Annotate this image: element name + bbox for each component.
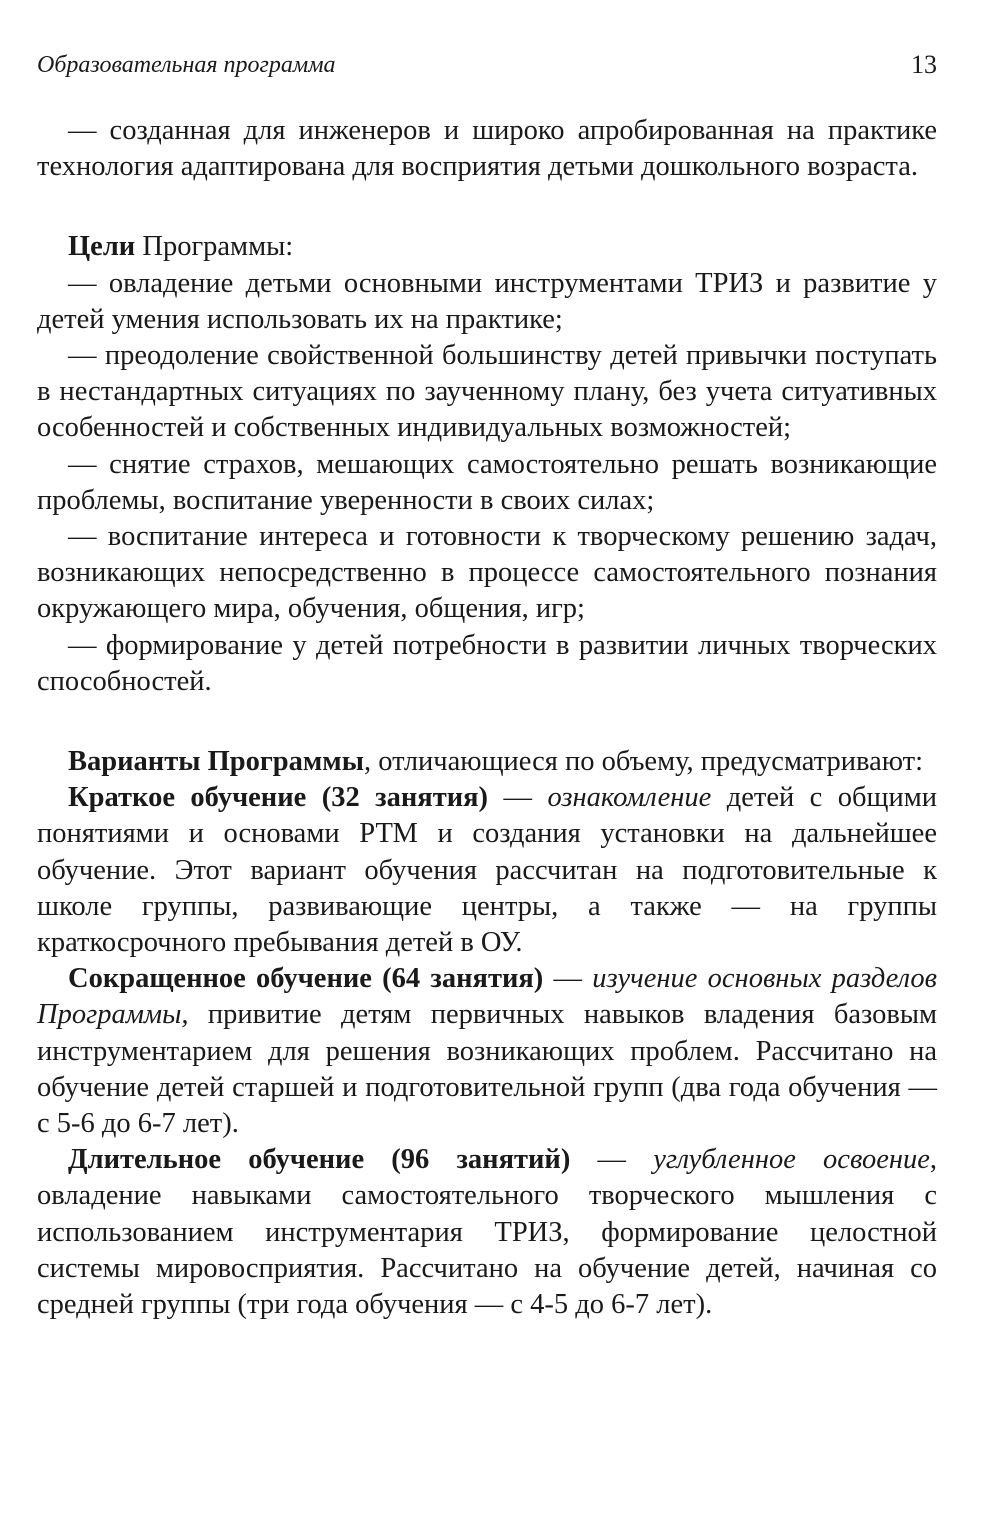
page-number: 13: [911, 50, 937, 79]
goals-heading-bold: Цели: [68, 231, 136, 263]
variant-short-title: Краткое обучение (32 занятия): [68, 782, 489, 814]
variant-long: [37, 1142, 937, 1323]
variants-intro-bold: Варианты Программы: [68, 746, 364, 778]
goal-item: — формирование у детей потребности в развитии личных творческих способностей.: [37, 629, 937, 697]
goal-item: — воспитание интереса и готовности к творческому решению задач, возникающих непосредственно в процессе самостоятельного познания окружающего мира, обучения, общения, игр;: [37, 521, 937, 625]
variant-short-emph: ознакомление: [547, 782, 712, 814]
body-text: [37, 113, 937, 1323]
goal-item: — снятие страхов, мешающих самостоятельно решать возникающие проблемы, воспитание уверенности в своих силах;: [37, 448, 937, 516]
goal-item: — овладение детьми основными инструментами ТРИЗ и развитие у детей умения использовать их на практике;: [37, 267, 937, 335]
variants-intro: [37, 744, 937, 780]
variant-long-title: Длительное обучение (96 занятий): [68, 1144, 571, 1176]
spacer: [37, 185, 937, 229]
variant-short-text: детей с общими понятиями и основами РТМ и создания установки на дальнейшее обучение. Этот вариант обучения рассчитан на подготовительные к школе группы, развивающие центры, а также — на группы краткосрочного пребывания детей в ОУ.: [37, 782, 937, 959]
variant-reduced-emph: изучение основных разделов Программы,: [37, 963, 937, 1031]
variant-reduced-dash: —: [543, 963, 593, 995]
running-head: [37, 52, 937, 86]
goals-heading-rest: Программы:: [135, 231, 294, 263]
variant-reduced: [37, 961, 937, 1142]
variant-short: [37, 780, 937, 961]
variant-long-emph: углубленное освоение: [653, 1144, 930, 1176]
spacer: [37, 700, 937, 744]
variant-reduced-text: привитие детям первичных навыков владения базовым инструментарием для решения возникающих проблем. Рассчитано на обучение детей старшей и подготовительной групп (два года обучения — с 5-6 до 6-7 лет).: [37, 999, 937, 1140]
variant-long-text: , овладение навыками самостоятельного творческого мышления с использованием инструментария ТРИЗ, формирование целостной системы мировосприятия. Рассчитано на обучение детей, начиная со средней группы (три года обучения — с 4-5 до 6-7 лет).: [37, 1144, 938, 1321]
goal-item: — преодоление свойственной большинству детей привычки поступать в нестандартных ситуациях по заученному плану, без учета ситуативных особенностей и собственных индивидуальных возможностей;: [37, 340, 937, 444]
variants-intro-rest: , отличающиеся по объему, предусматривают:: [363, 746, 924, 778]
variant-long-dash: —: [570, 1144, 654, 1176]
variant-short-dash: —: [488, 782, 548, 814]
intro-paragraph: — созданная для инженеров и широко апробированная на практике технология адаптирована для восприятия детьми дошкольного возраста.: [37, 115, 937, 183]
variant-reduced-title: Сокращенное обучение (64 занятия): [68, 963, 544, 995]
goals-heading: [37, 229, 937, 265]
running-head-title: Образовательная программа: [37, 52, 336, 78]
